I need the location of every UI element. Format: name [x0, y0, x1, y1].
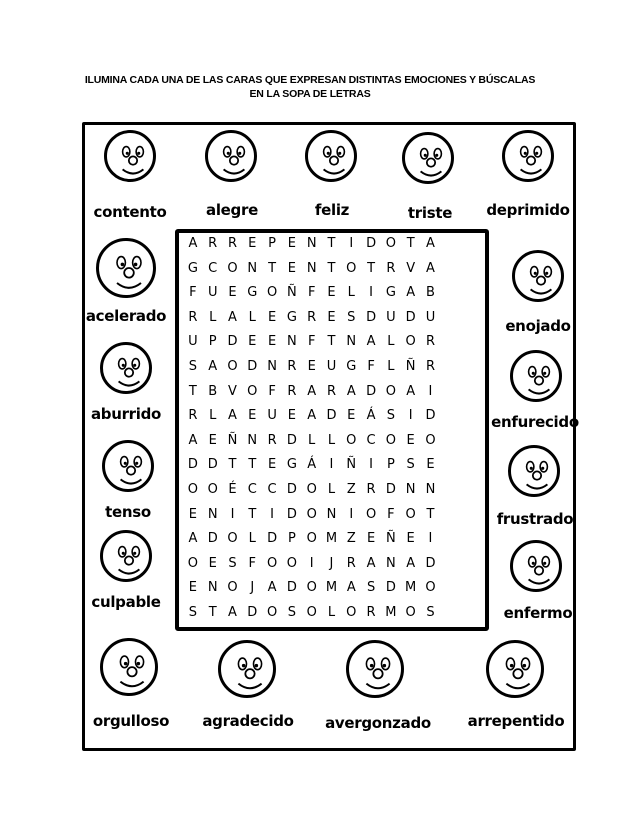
- grid-letter: G: [247, 285, 258, 301]
- face-drawing: [511, 448, 563, 500]
- grid-letter: F: [248, 555, 257, 571]
- label-enfermo: enfermo: [503, 604, 573, 622]
- grid-letter: E: [228, 285, 237, 301]
- grid-letter: O: [306, 605, 317, 620]
- face-enfermo-icon: [510, 540, 562, 592]
- grid-letter: B: [208, 383, 218, 399]
- grid-letter: D: [366, 309, 377, 325]
- grid-letter: R: [287, 383, 297, 399]
- grid-letter: O: [405, 605, 416, 620]
- grid-letter: M: [385, 605, 397, 620]
- grid-letter: R: [366, 482, 376, 497]
- grid-letter: I: [428, 531, 433, 547]
- label-avergonzado: avergonzado: [325, 714, 431, 732]
- grid-letter: E: [208, 555, 217, 571]
- grid-letter: M: [405, 580, 417, 596]
- grid-letter: O: [306, 506, 317, 522]
- label-tenso: tenso: [105, 503, 151, 521]
- grid-letter: A: [406, 555, 416, 571]
- grid-letter: E: [287, 408, 296, 424]
- face-feliz-icon: [305, 130, 357, 182]
- face-drawing: [505, 133, 557, 185]
- grid-letter: I: [428, 383, 433, 399]
- grid-letter: L: [387, 334, 395, 350]
- grid-letter: A: [307, 408, 317, 424]
- grid-letter: D: [366, 383, 377, 399]
- grid-letter: O: [425, 432, 436, 448]
- grid-letter: U: [267, 408, 277, 424]
- grid-letter: O: [425, 580, 436, 596]
- grid-letter: A: [228, 605, 237, 620]
- grid-letter: N: [207, 580, 218, 596]
- grid-letter: O: [227, 531, 238, 547]
- grid-letter: S: [287, 605, 297, 620]
- grid-letter: L: [347, 285, 355, 301]
- grid-letter: L: [248, 531, 256, 547]
- grid-letter: O: [306, 531, 317, 547]
- grid-letter: O: [187, 482, 199, 497]
- grid-letter: C: [247, 482, 257, 497]
- grid-letter: V: [228, 383, 237, 399]
- grid-letter: J: [329, 555, 334, 571]
- grid-letter: G: [346, 359, 357, 374]
- grid-row: [183, 605, 440, 625]
- grid-letter: S: [347, 309, 356, 325]
- grid-letter: O: [306, 482, 317, 497]
- face-tenso-icon: [102, 440, 154, 492]
- grid-letter: R: [425, 334, 435, 350]
- grid-letter: A: [366, 334, 376, 350]
- grid-letter: R: [188, 309, 198, 325]
- grid-letter: E: [248, 334, 257, 350]
- grid-letter: U: [425, 309, 436, 325]
- grid-letter: F: [268, 383, 276, 399]
- grid-letter: Ñ: [405, 359, 416, 374]
- grid-letter: A: [188, 531, 198, 547]
- face-acelerado-icon: [96, 238, 156, 298]
- grid-letter: M: [325, 531, 338, 547]
- grid-letter: N: [405, 482, 416, 497]
- grid-letter: O: [227, 580, 238, 596]
- grid-letter: I: [329, 457, 334, 473]
- label-deprimido: deprimido: [486, 201, 570, 219]
- face-drawing: [208, 133, 260, 185]
- label-agradecido: agradecido: [202, 712, 294, 730]
- grid-letter: T: [426, 506, 435, 522]
- grid-letter: O: [247, 383, 258, 399]
- grid-letter: D: [286, 506, 297, 522]
- grid-letter: E: [347, 408, 356, 424]
- grid-letter: L: [327, 482, 336, 497]
- grid-letter: R: [227, 236, 238, 251]
- grid-letter: G: [385, 285, 396, 301]
- grid-letter: F: [189, 285, 197, 301]
- grid-letter: L: [387, 359, 395, 374]
- grid-letter: O: [187, 555, 199, 571]
- grid-letter: D: [247, 359, 258, 374]
- grid-letter: I: [349, 506, 354, 522]
- grid-letter: B: [426, 285, 435, 301]
- grid-row: [183, 408, 440, 428]
- label-orgulloso: orgulloso: [92, 712, 170, 730]
- grid-letter: Á: [307, 457, 317, 473]
- grid-letter: O: [385, 432, 396, 448]
- face-drawing: [103, 641, 161, 699]
- face-drawing: [308, 133, 360, 185]
- grid-row: [183, 482, 440, 502]
- grid-letter: Ñ: [227, 432, 238, 448]
- face-drawing: [489, 643, 547, 701]
- grid-letter: P: [386, 457, 395, 473]
- label-alegre: alegre: [206, 201, 258, 219]
- grid-letter: U: [207, 285, 218, 301]
- grid-letter: S: [386, 408, 395, 424]
- grid-letter: Z: [346, 482, 356, 497]
- grid-letter: O: [227, 260, 238, 276]
- face-frustrado-icon: [508, 445, 560, 497]
- face-triste-icon: [402, 132, 454, 184]
- grid-letter: R: [267, 432, 277, 448]
- grid-letter: I: [230, 506, 235, 522]
- grid-letter: A: [228, 408, 237, 424]
- grid-letter: S: [406, 457, 415, 473]
- label-frustrado: frustrado: [496, 510, 574, 528]
- grid-letter: N: [346, 334, 357, 350]
- grid-letter: Ñ: [287, 285, 297, 301]
- grid-letter: E: [267, 457, 277, 473]
- grid-letter: T: [367, 260, 376, 276]
- grid-row: [183, 236, 440, 256]
- grid-letter: D: [187, 457, 198, 473]
- grid-letter: O: [286, 555, 297, 571]
- grid-letter: S: [426, 605, 435, 620]
- grid-letter: L: [209, 408, 217, 424]
- grid-letter: A: [406, 285, 416, 301]
- face-drawing: [221, 643, 279, 701]
- grid-letter: O: [405, 334, 416, 350]
- grid-letter: O: [346, 260, 357, 276]
- grid-letter: R: [386, 260, 396, 276]
- grid-row: [183, 334, 440, 354]
- grid-letter: O: [266, 555, 278, 571]
- grid-row: [183, 433, 440, 453]
- grid-letter: L: [327, 605, 336, 620]
- grid-row: [183, 285, 440, 305]
- face-aburrido-icon: [100, 342, 152, 394]
- grid-letter: N: [207, 506, 218, 522]
- grid-letter: O: [207, 482, 218, 497]
- grid-row: [183, 580, 440, 600]
- label-feliz: feliz: [314, 201, 350, 219]
- face-enojado-icon: [512, 250, 564, 302]
- grid-letter: G: [187, 260, 198, 276]
- grid-letter: A: [366, 555, 376, 571]
- face-orgulloso-icon: [100, 638, 158, 696]
- grid-letter: A: [426, 236, 435, 251]
- grid-row: [183, 507, 440, 527]
- grid-letter: F: [307, 334, 316, 350]
- grid-letter: O: [346, 432, 357, 448]
- grid-letter: T: [248, 457, 257, 473]
- grid-letter: R: [425, 359, 435, 374]
- grid-letter: I: [270, 506, 274, 522]
- grid-row: [183, 384, 440, 404]
- grid-letter: F: [387, 506, 395, 522]
- grid-letter: N: [267, 359, 277, 374]
- grid-letter: D: [227, 334, 238, 350]
- grid-letter: D: [326, 408, 337, 424]
- grid-letter: D: [286, 580, 297, 596]
- grid-row: [183, 556, 440, 576]
- grid-letter: C: [267, 482, 277, 497]
- grid-letter: A: [307, 383, 317, 399]
- grid-letter: P: [208, 334, 217, 350]
- grid-letter: D: [425, 555, 436, 571]
- grid-letter: R: [346, 555, 356, 571]
- grid-letter: E: [267, 309, 277, 325]
- page-title-line-2: EN LA SOPA DE LETRAS: [249, 88, 371, 100]
- grid-letter: O: [266, 605, 278, 620]
- face-drawing: [513, 353, 565, 405]
- grid-letter: O: [346, 605, 357, 620]
- grid-letter: N: [425, 482, 436, 497]
- grid-letter: L: [327, 432, 336, 448]
- grid-letter: G: [286, 309, 297, 325]
- grid-letter: O: [385, 383, 396, 399]
- grid-letter: O: [365, 506, 377, 522]
- grid-letter: O: [405, 506, 416, 522]
- grid-letter: É: [228, 482, 237, 497]
- grid-letter: A: [406, 383, 416, 399]
- grid-letter: C: [366, 432, 376, 448]
- grid-letter: I: [349, 236, 354, 251]
- face-drawing: [515, 253, 567, 305]
- grid-letter: G: [286, 457, 297, 473]
- face-alegre-icon: [205, 130, 257, 182]
- label-acelerado: acelerado: [85, 307, 167, 325]
- grid-letter: D: [286, 482, 297, 497]
- grid-letter: A: [346, 383, 356, 399]
- grid-letter: N: [247, 260, 258, 276]
- grid-letter: N: [326, 506, 337, 522]
- grid-letter: A: [188, 236, 198, 251]
- grid-letter: T: [268, 260, 277, 276]
- face-drawing: [103, 345, 155, 397]
- face-drawing: [405, 135, 457, 187]
- grid-letter: E: [267, 334, 277, 350]
- label-enfurecido: enfurecido: [491, 413, 579, 431]
- grid-letter: N: [306, 236, 317, 251]
- grid-letter: E: [327, 285, 336, 301]
- grid-row: [183, 359, 440, 379]
- grid-letter: N: [247, 432, 258, 448]
- label-arrepentido: arrepentido: [467, 712, 565, 730]
- grid-letter: Z: [346, 531, 356, 547]
- grid-letter: I: [309, 555, 314, 571]
- grid-letter: D: [405, 309, 416, 325]
- face-drawing: [99, 241, 159, 301]
- grid-letter: Á: [366, 408, 376, 424]
- grid-letter: O: [385, 236, 396, 251]
- grid-letter: A: [188, 432, 198, 448]
- grid-letter: S: [188, 359, 198, 374]
- grid-letter: O: [306, 580, 317, 596]
- grid-letter: D: [207, 457, 218, 473]
- grid-letter: E: [188, 580, 197, 596]
- grid-letter: F: [307, 285, 316, 301]
- face-drawing: [105, 443, 157, 495]
- face-drawing: [103, 533, 155, 585]
- grid-letter: E: [287, 260, 296, 276]
- grid-letter: N: [386, 555, 396, 571]
- grid-letter: E: [366, 531, 376, 547]
- grid-letter: L: [308, 432, 316, 448]
- label-aburrido: aburrido: [90, 405, 162, 423]
- grid-letter: J: [250, 580, 255, 596]
- grid-letter: E: [248, 236, 257, 251]
- grid-letter: L: [248, 309, 256, 325]
- grid-letter: T: [188, 383, 197, 399]
- grid-letter: D: [286, 432, 297, 448]
- face-deprimido-icon: [502, 130, 554, 182]
- grid-letter: U: [188, 334, 198, 350]
- grid-letter: P: [287, 531, 296, 547]
- grid-letter: A: [426, 260, 435, 276]
- grid-letter: E: [188, 506, 197, 522]
- grid-letter: N: [287, 334, 297, 350]
- grid-letter: T: [327, 236, 336, 251]
- grid-row: [183, 457, 440, 477]
- grid-letter: D: [425, 408, 436, 424]
- grid-letter: S: [188, 605, 198, 620]
- grid-letter: I: [369, 457, 373, 473]
- grid-letter: E: [208, 432, 217, 448]
- grid-letter: D: [267, 531, 278, 547]
- face-avergonzado-icon: [346, 640, 404, 698]
- grid-row: [183, 261, 440, 281]
- face-contento-icon: [104, 130, 156, 182]
- grid-letter: R: [188, 408, 198, 424]
- grid-letter: L: [209, 309, 217, 325]
- grid-letter: A: [208, 359, 218, 374]
- grid-letter: A: [346, 580, 356, 596]
- grid-row: [183, 310, 440, 330]
- grid-letter: N: [306, 260, 317, 276]
- face-arrepentido-icon: [486, 640, 544, 698]
- grid-letter: C: [208, 260, 218, 276]
- grid-letter: V: [406, 260, 416, 276]
- grid-letter: U: [326, 359, 337, 374]
- grid-letter: T: [327, 334, 336, 350]
- grid-row: [183, 531, 440, 551]
- grid-letter: S: [366, 580, 376, 596]
- grid-letter: I: [408, 408, 413, 424]
- face-agradecido-icon: [218, 640, 276, 698]
- grid-letter: D: [207, 531, 218, 547]
- grid-letter: E: [406, 531, 415, 547]
- grid-letter: D: [385, 580, 396, 596]
- label-triste: triste: [407, 204, 453, 222]
- grid-letter: R: [287, 359, 297, 374]
- grid-letter: T: [208, 605, 217, 620]
- grid-letter: Ñ: [386, 531, 396, 547]
- grid-letter: U: [386, 309, 396, 325]
- grid-letter: P: [268, 236, 276, 251]
- grid-letter: M: [325, 580, 338, 596]
- grid-letter: E: [248, 408, 257, 424]
- grid-letter: E: [307, 359, 316, 374]
- face-enfurecido-icon: [510, 350, 562, 402]
- grid-letter: A: [228, 309, 237, 325]
- grid-letter: R: [208, 236, 218, 251]
- grid-letter: I: [369, 285, 373, 301]
- face-culpable-icon: [100, 530, 152, 582]
- grid-letter: R: [366, 605, 376, 620]
- grid-letter: D: [385, 482, 396, 497]
- grid-letter: F: [367, 359, 375, 374]
- grid-letter: T: [327, 260, 336, 276]
- grid-letter: D: [366, 236, 377, 251]
- grid-letter: T: [248, 506, 257, 522]
- grid-letter: D: [247, 605, 258, 620]
- grid-letter: O: [266, 285, 278, 301]
- grid-letter: O: [227, 359, 238, 374]
- label-enojado: enojado: [505, 317, 571, 335]
- page-title-line-1: ILUMINA CADA UNA DE LAS CARAS QUE EXPRESAN DISTINTAS EMOCIONES Y BÚSCALAS: [84, 74, 536, 86]
- grid-letter: E: [287, 236, 296, 251]
- label-culpable: culpable: [91, 593, 161, 611]
- label-contento: contento: [93, 203, 167, 221]
- grid-letter: R: [326, 383, 336, 399]
- grid-letter: E: [406, 432, 415, 448]
- grid-letter: A: [267, 580, 277, 596]
- grid-letter: T: [228, 457, 237, 473]
- grid-letter: S: [228, 555, 237, 571]
- face-drawing: [107, 133, 159, 185]
- face-drawing: [349, 643, 407, 701]
- grid-letter: R: [307, 309, 317, 325]
- face-drawing: [513, 543, 565, 595]
- grid-letter: E: [426, 457, 435, 473]
- grid-letter: E: [327, 309, 336, 325]
- grid-letter: Ñ: [346, 457, 357, 473]
- grid-letter: T: [406, 236, 415, 251]
